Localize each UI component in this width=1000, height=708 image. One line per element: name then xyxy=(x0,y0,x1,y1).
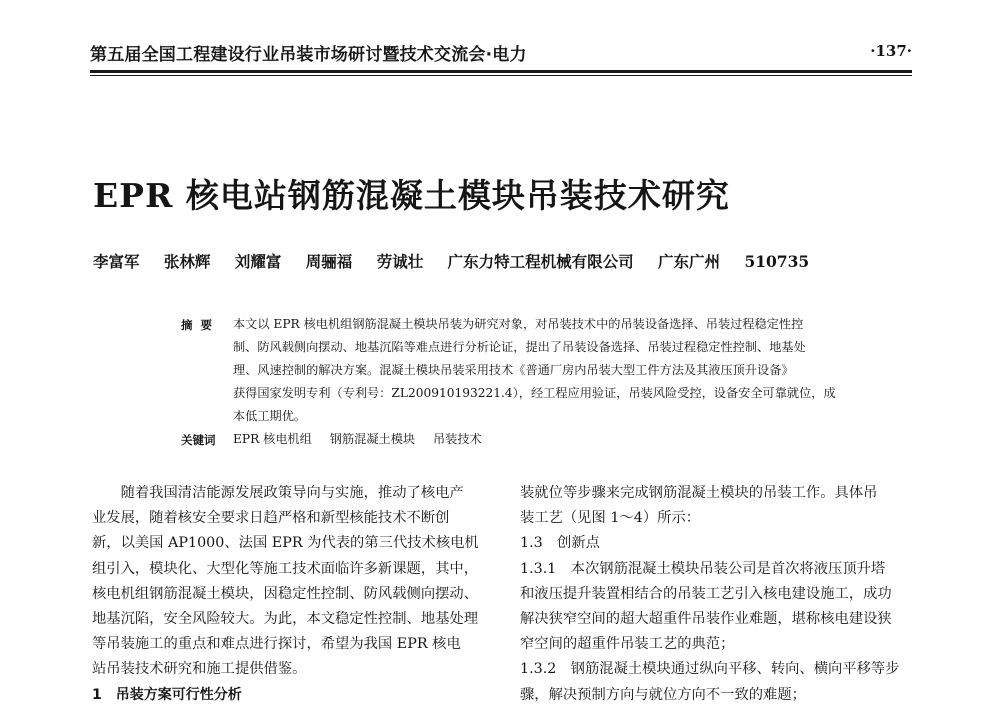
body-line: 1.3.2 钢筋混凝土模块通过纵向平移、转向、横向平移等步 xyxy=(520,661,900,678)
body-line: 核电机组钢筋混凝土模块，因稳定性控制、防风载侧向摆动、 xyxy=(92,585,479,602)
abstract-line: 本文以 EPR 核电机组钢筋混凝土模块吊装为研究对象，对吊装技术中的吊装设备选择、吊装过程稳定性控 xyxy=(233,317,804,331)
body-line: 业发展，随着核安全要求日趋严格和新型核能技术不断创 xyxy=(92,510,450,527)
author-name: 劳诚壮 xyxy=(376,252,424,271)
body-line: 站吊装技术研究和施工提供借鉴。 xyxy=(92,661,307,678)
location: 广东广州 xyxy=(658,252,721,271)
abstract-line: 制、防风载侧向摆动、地基沉陷等难点进行分析论证，提出了吊装设备选择、吊装过程稳定性控制、地基处 xyxy=(233,340,806,354)
header-rule-thin xyxy=(90,75,912,76)
body-line: 随着我国清洁能源发展政策导向与实施，推动了核电产 xyxy=(92,485,464,501)
body-column-right xyxy=(520,481,915,708)
section-heading: 1 吊装方案可行性分析 xyxy=(92,686,242,703)
body-line: 和液压提升装置相结合的吊装工艺引入核电建设施工，成功 xyxy=(520,585,892,602)
postcode: 510735 xyxy=(744,252,810,271)
affiliation: 广东力特工程机械有限公司 xyxy=(447,252,634,271)
author-name: 李富军 xyxy=(93,252,140,271)
running-header xyxy=(90,40,912,72)
subsection-heading: 1.3 创新点 xyxy=(520,535,600,552)
keywords-label: 关键词 xyxy=(181,433,216,447)
abstract-line: 获得国家发明专利（专利号：ZL200910193221.4），经工程应用验证，吊装风险受控，设备安全可靠就位，成 xyxy=(233,386,836,400)
body-line: 等吊装施工的重点和难点进行探讨，希望为我国 EPR 核电 xyxy=(92,636,461,653)
body-line: 骤，解决预制方向与就位方向不一致的难题； xyxy=(520,686,806,703)
keyword: 钢筋混凝土模块 xyxy=(329,432,416,446)
page-number: ·137· xyxy=(870,42,912,60)
body-line: 装就位等步骤来完成钢筋混凝土模块的吊装工作。具体吊 xyxy=(520,485,878,501)
body-line: 1.3.1 本次钢筋混凝土模块吊装公司是首次将液压顶升塔 xyxy=(520,560,886,577)
abstract-label: 摘要 xyxy=(181,318,220,332)
keywords-list xyxy=(233,430,496,447)
keyword: EPR 核电机组 xyxy=(233,432,312,446)
author-name: 刘耀富 xyxy=(234,252,282,271)
body-line: 窄空间的超重件吊装工艺的典范； xyxy=(520,636,735,653)
body-line: 装工艺（见图 1～4）所示： xyxy=(520,510,701,527)
body-column-left xyxy=(92,481,492,708)
body-line: 解决狭窄空间的超大超重件吊装作业难题，堪称核电建设狭 xyxy=(520,610,892,627)
author-name: 张林辉 xyxy=(163,252,211,271)
body-line: 新，以美国 AP1000、法国 EPR 为代表的第三代技术核电机 xyxy=(92,535,479,552)
running-header-title: 第五届全国工程建设行业吊装市场研讨暨技术交流会·电力 xyxy=(90,45,527,65)
header-rule-thick xyxy=(90,70,912,73)
abstract-body xyxy=(233,313,858,428)
author-line xyxy=(93,250,828,272)
author-name: 周骊福 xyxy=(305,252,353,271)
paper-title: EPR 核电站钢筋混凝土模块吊装技术研究 xyxy=(93,176,730,215)
abstract-line: 本低工期优。 xyxy=(233,409,307,423)
keyword: 吊装技术 xyxy=(432,432,482,446)
body-line: 组引入，模块化、大型化等施工技术面临许多新课题，其中， xyxy=(92,560,479,577)
body-line: 地基沉陷，安全风险较大。为此，本文稳定性控制、地基处理 xyxy=(92,610,479,627)
abstract-line: 理、风速控制的解决方案。混凝土模块吊装采用技术《普通厂房内吊装大型工件方法及其液压顶升设备》 xyxy=(233,363,794,377)
